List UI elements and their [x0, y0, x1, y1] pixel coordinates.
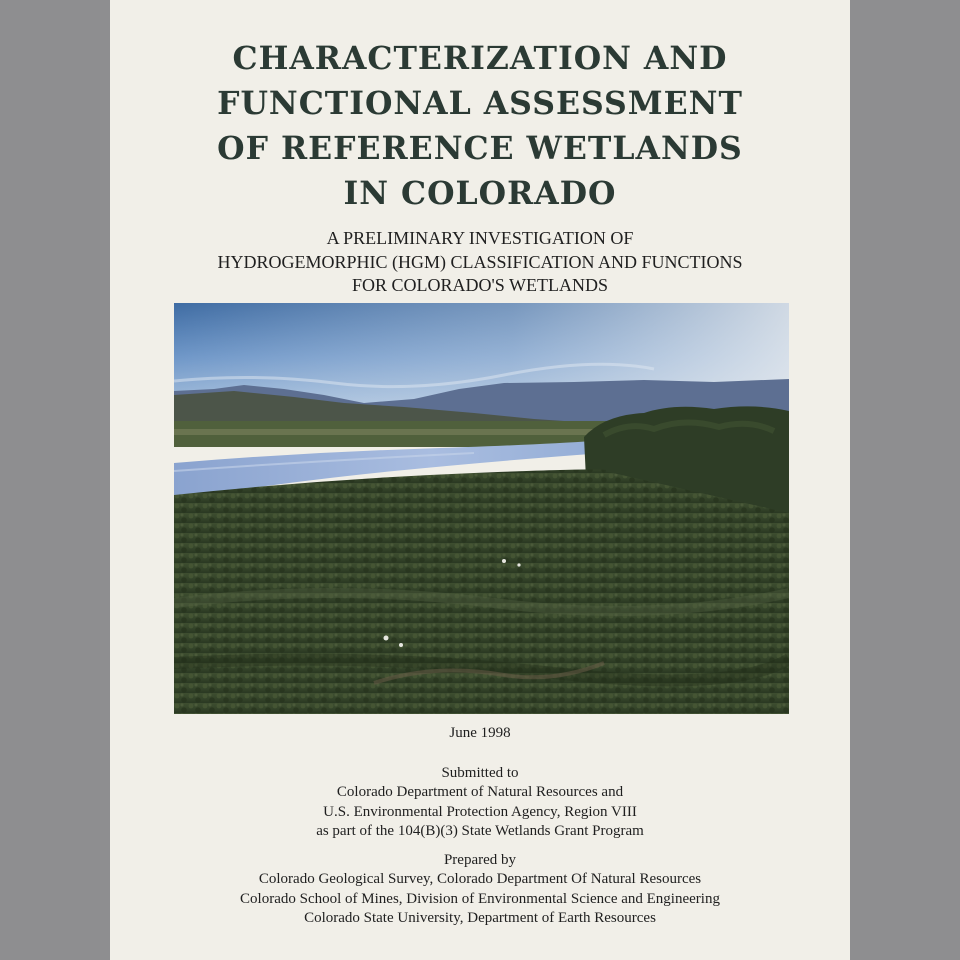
submitted-to-section: [110, 764, 850, 842]
report-cover: [110, 0, 850, 960]
submitted-line-2: U.S. Environmental Protection Agency, Region VIII: [323, 803, 637, 820]
prepared-line-3: Colorado State University, Department of Earth Resources: [304, 910, 656, 927]
subtitle-line-3: FOR COLORADO'S WETLANDS: [352, 275, 608, 295]
title-line-4: IN COLORADO: [343, 175, 617, 212]
title-line-2: FUNCTIONAL ASSESSMENT: [217, 85, 743, 122]
report-subtitle: [110, 227, 850, 298]
report-title: [110, 36, 850, 216]
prepared-by-section: [110, 851, 850, 929]
title-line-3: OF REFERENCE WETLANDS: [217, 130, 743, 167]
title-line-1: CHARACTERIZATION AND: [232, 40, 728, 77]
prepared-heading: Prepared by: [443, 852, 517, 868]
subtitle-line-2: HYDROGEMORPHIC (HGM) CLASSIFICATION AND FUNCTIONS: [217, 251, 743, 272]
submitted-line-1: Colorado Department of Natural Resources and: [336, 784, 624, 801]
subtitle-line-1: A PRELIMINARY INVESTIGATION OF: [326, 228, 634, 248]
prepared-line-1: Colorado Geological Survey, Colorado Department Of Natural Resources: [258, 871, 702, 888]
prepared-line-2: Colorado School of Mines, Division of Environmental Science and Engineering: [240, 890, 720, 907]
wetland-landscape-photo: [174, 303, 789, 714]
submitted-line-3: as part of the 104(B)(3) State Wetlands Grant Program: [316, 823, 644, 840]
publication-date: June 1998: [449, 725, 511, 741]
submitted-heading: Submitted to: [441, 765, 519, 781]
